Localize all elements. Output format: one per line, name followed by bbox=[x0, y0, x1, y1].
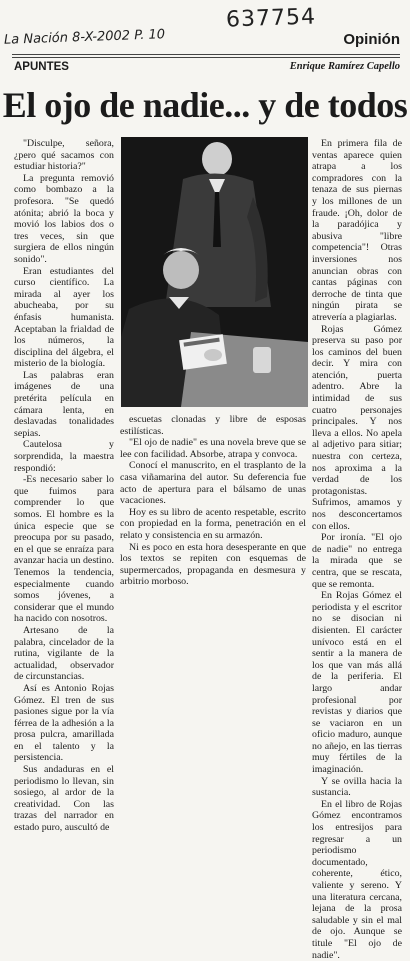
paragraph: Rojas Gómez preserva su paso por los caminos del buen decir. Y mira con atención, puerta adentro. Abre la intimidad de sus cuatro personajes principales. Y nos lleva a ellos. No apela al adjetivo para sitiar; nuestra con certeza, nos aproxima a la verdad de los protagonistas. Sufrimos, amamos y nos desconcertamos con ellos. bbox=[312, 323, 402, 532]
paragraph: Conocí el manuscrito, en el trasplanto de la casa viñamarina del autor. Su deferencia fue acto de apertura para el bálsamo de unas vacaciones. bbox=[120, 460, 306, 507]
paragraph: "Disculpe, señora, ¿pero qué sacamos con estudiar historia?" bbox=[14, 138, 114, 173]
paragraph: Cautelosa y sorprendida, la maestra respondió: bbox=[14, 439, 114, 474]
article-photo bbox=[121, 137, 308, 407]
handwritten-source-note: La Nación 8-X-2002 P. 10 bbox=[3, 27, 166, 48]
article-column-mid bbox=[120, 414, 306, 588]
paragraph: Las palabras eran imágenes de una pretérita película en cámara lenta, en deslavadas tonalidades sepias. bbox=[14, 369, 114, 439]
paragraph: -Es necesario saber lo que fuimos para comprender lo que somos. El hombre es la única especie que se preocupa por su pasado, en el que se enraíza para avanzar hacia un destino. Tenemos la tendencia, especialmente cuando somos jóvenes, a considerar que el mundo ha nacido con nosotros. bbox=[14, 474, 114, 625]
paragraph: Por ironía. "El ojo de nadie" no entrega la mirada que se centra, que se rescata, que se remonta. bbox=[312, 532, 402, 590]
article-column-right bbox=[312, 138, 402, 961]
paragraph: Así es Antonio Rojas Gómez. El tren de sus pasiones sigue por la vía férrea de la adhesión a la prosa pulcra, amarillada en el talento y la persistencia. bbox=[14, 682, 114, 764]
paragraph: Ni es poco en esta hora desesperante en que los textos se repiten con esquemas de supermercados, propaganda en desmesura y arbitrio morboso. bbox=[120, 541, 306, 588]
handwritten-archive-number: 637754 bbox=[225, 4, 317, 33]
paragraph: La pregunta removió como bombazo a la profesora. "Se quedó atónita; abrió la boca y movió los labios dos o tres veces, sin que surgiera de ellos ningún sonido". bbox=[14, 172, 114, 265]
headline: El ojo de nadie... y de todos bbox=[2, 85, 408, 125]
photo-illustration bbox=[121, 137, 308, 407]
author-byline: Enrique Ramírez Capello bbox=[289, 61, 400, 72]
column-name: APUNTES bbox=[14, 61, 69, 73]
paragraph: En Rojas Gómez el periodista y el escritor no se disocian ni disienten. El carácter unívoco está en el sentir a la manera de los que van más allá de la periferia. El largo andar profesional por revistas y diarios que se vaciaron en un oficio maduro, aunque no añejo, en las tierras muy fértiles de la imaginación. bbox=[312, 590, 402, 776]
paragraph: Hoy es su libro de acento respetable, escrito con propiedad en la forma, penetración en el relato y consistencia en su armazón. bbox=[120, 506, 306, 541]
paragraph: Eran estudiantes del curso científico. La mirada al ayer los abucheaba, por su énfasis humanista. Aceptaban la frialdad de los números, la disciplina del álgebra, el misterio de la biología. bbox=[14, 265, 114, 370]
paragraph: Artesano de la palabra, cincelador de la rutina, vigilante de la actualidad, observador de circunstancias. bbox=[14, 624, 114, 683]
section-title: Opinión bbox=[343, 31, 400, 48]
paragraph: escuetas clonadas y libre de esposas estilísticas. bbox=[120, 414, 306, 437]
paragraph: En primera fila de ventas aparece quien atrapa a los compradores con la tenaza de sus piernas y los millones de un fraude. ¡Oh, dolor de la paradójica y abusiva "libre competencia"! Otras inversiones nos anuncian obras con cantas páginas con derroche de tinta que ningún pirata se atrevería a plagiarlas. bbox=[312, 138, 402, 323]
article-column-left bbox=[14, 138, 114, 834]
paragraph: En el libro de Rojas Gómez encontramos los entresijos para regresar a un periodismo documentado, coherente, ético, valiente y sereno. Y una literatura cercana, lejana de la prosa saludable y sin el mal de ojo. Aunque se titule "El ojo de nadie". bbox=[312, 798, 402, 961]
paragraph: Sus andaduras en el periodismo lo llevan, sin sosiego, al ardor de la creatividad. Con las trazas del narrador en estado puro, auscultó de bbox=[14, 764, 114, 834]
header-rule bbox=[12, 57, 400, 58]
header-rule bbox=[12, 54, 400, 55]
paragraph: "El ojo de nadie" es una novela breve que se lee con facilidad. Absorbe, atrapa y convoca. bbox=[120, 437, 306, 460]
paragraph: Y se ovilla hacia la sustancia. bbox=[312, 775, 402, 799]
